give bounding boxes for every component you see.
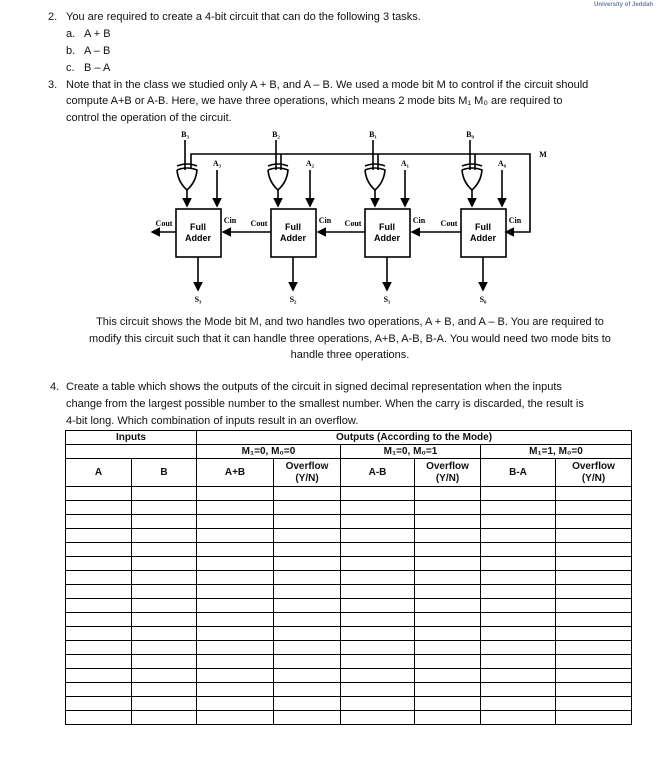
- table-cell[interactable]: [132, 543, 197, 557]
- table-cell[interactable]: [556, 683, 632, 697]
- table-cell[interactable]: [481, 571, 556, 585]
- table-cell[interactable]: [556, 613, 632, 627]
- q4-line: change from the largest possible number to the smallest number. When the carry is discarded, the result is: [66, 398, 584, 410]
- table-cell[interactable]: [274, 571, 341, 585]
- table-cell[interactable]: [556, 501, 632, 515]
- adder-subtractor-diagram: [0, 0, 659, 310]
- q2-text: You are required to create a 4-bit circuit that can do the following 3 tasks.: [66, 11, 421, 23]
- xor-gate-icon: [365, 164, 385, 166]
- table-cell[interactable]: [66, 683, 132, 697]
- table-cell[interactable]: [197, 529, 274, 543]
- table-cell[interactable]: [66, 669, 132, 683]
- table-cell[interactable]: [415, 683, 481, 697]
- table-cell[interactable]: [556, 571, 632, 585]
- table-cell[interactable]: [481, 599, 556, 613]
- cout-label: Cout: [344, 219, 362, 228]
- q4-line: Create a table which shows the outputs of the circuit in signed decimal representation when the inputs: [66, 381, 562, 393]
- table-cell[interactable]: [415, 543, 481, 557]
- col-a-plus-b: A+B: [197, 459, 274, 487]
- b-label: B₃: [181, 130, 189, 139]
- table-cell[interactable]: [274, 501, 341, 515]
- table-cell[interactable]: [415, 613, 481, 627]
- table-cell[interactable]: [415, 641, 481, 655]
- cout-label: Cout: [250, 219, 268, 228]
- table-cell[interactable]: [197, 501, 274, 515]
- q3-number: 3.: [48, 79, 58, 91]
- table-cell[interactable]: [341, 585, 415, 599]
- mode-header: M₁=0, M₀=0: [197, 445, 341, 459]
- table-cell[interactable]: [132, 613, 197, 627]
- a-label: A₀: [497, 159, 507, 168]
- table-cell[interactable]: [481, 683, 556, 697]
- table-cell[interactable]: [66, 613, 132, 627]
- col-b: B: [132, 459, 197, 487]
- xor-gate-icon: [462, 168, 482, 190]
- q4-line: 4-bit long. Which combination of inputs result in an overflow.: [66, 415, 359, 427]
- table-cell[interactable]: [341, 501, 415, 515]
- table-cell[interactable]: [481, 655, 556, 669]
- m-label: M: [539, 150, 547, 159]
- table-cell[interactable]: [556, 599, 632, 613]
- table-cell[interactable]: [341, 683, 415, 697]
- table-cell[interactable]: [66, 697, 132, 711]
- s-label: S₁: [383, 295, 391, 304]
- col-overflow: Overflow (Y/N): [556, 459, 632, 487]
- table-cell[interactable]: [274, 641, 341, 655]
- table-row: [66, 669, 632, 683]
- b-label: B₀: [466, 130, 474, 139]
- full-adder-label: Full: [475, 222, 491, 232]
- table-cell[interactable]: [341, 529, 415, 543]
- q2-item-label: b.: [66, 45, 76, 57]
- xor-gate-icon: [268, 168, 288, 190]
- table-cell[interactable]: [132, 529, 197, 543]
- table-cell[interactable]: [274, 683, 341, 697]
- table-cell[interactable]: [66, 543, 132, 557]
- table-cell[interactable]: [274, 543, 341, 557]
- table-cell[interactable]: [415, 515, 481, 529]
- xor-gate-icon: [177, 164, 197, 166]
- table-cell[interactable]: [556, 487, 632, 501]
- xor-gate-icon: [177, 168, 197, 190]
- table-row: [66, 683, 632, 697]
- table-cell[interactable]: [341, 641, 415, 655]
- table-row: [66, 599, 632, 613]
- cin-label: Cin: [508, 216, 522, 225]
- table-cell[interactable]: [415, 711, 481, 725]
- table-cell[interactable]: [341, 613, 415, 627]
- table-cell[interactable]: [274, 515, 341, 529]
- diagram-caption: [60, 314, 640, 364]
- s-label: S₀: [479, 295, 487, 304]
- table-cell[interactable]: [415, 501, 481, 515]
- full-adder-label: Full: [190, 222, 206, 232]
- table-cell[interactable]: [481, 543, 556, 557]
- table-row: [66, 641, 632, 655]
- table-row: [66, 585, 632, 599]
- table-cell[interactable]: [481, 711, 556, 725]
- table-cell[interactable]: [197, 557, 274, 571]
- table-cell[interactable]: [481, 585, 556, 599]
- table-cell[interactable]: [415, 487, 481, 501]
- a-label: A₃: [212, 159, 222, 168]
- table-cell[interactable]: [132, 487, 197, 501]
- table-cell[interactable]: [341, 697, 415, 711]
- table-cell[interactable]: [415, 627, 481, 641]
- table-cell[interactable]: [132, 515, 197, 529]
- q2-number: 2.: [48, 11, 58, 23]
- table-cell[interactable]: [274, 697, 341, 711]
- table-cell[interactable]: [274, 599, 341, 613]
- col-a-minus-b: A-B: [341, 459, 415, 487]
- table-cell[interactable]: [341, 571, 415, 585]
- table-cell[interactable]: [556, 641, 632, 655]
- cin-label: Cin: [412, 216, 426, 225]
- table-cell[interactable]: [556, 627, 632, 641]
- table-cell[interactable]: [66, 529, 132, 543]
- table-cell[interactable]: [197, 599, 274, 613]
- table-cell[interactable]: [481, 529, 556, 543]
- col-b-minus-a: B-A: [481, 459, 556, 487]
- table-cell[interactable]: [66, 501, 132, 515]
- table-cell[interactable]: [481, 501, 556, 515]
- table-cell[interactable]: [197, 487, 274, 501]
- cout-label: Cout: [155, 219, 173, 228]
- table-cell[interactable]: [274, 487, 341, 501]
- table-row: [66, 627, 632, 641]
- table-cell[interactable]: [481, 487, 556, 501]
- table-cell[interactable]: [556, 585, 632, 599]
- a-label: A₂: [305, 159, 315, 168]
- table-cell[interactable]: [415, 571, 481, 585]
- table-cell[interactable]: [274, 557, 341, 571]
- full-adder-label: Full: [379, 222, 395, 232]
- table-cell[interactable]: [415, 655, 481, 669]
- full-adder-label: Adder: [279, 233, 307, 243]
- table-cell[interactable]: [274, 711, 341, 725]
- table-cell[interactable]: [66, 487, 132, 501]
- table-row: [66, 501, 632, 515]
- overflow-table: [65, 430, 632, 725]
- col-overflow: Overflow (Y/N): [415, 459, 481, 487]
- university-logo: University of Jeddah: [593, 2, 653, 8]
- table-cell[interactable]: [556, 669, 632, 683]
- table-cell[interactable]: [132, 655, 197, 669]
- table-cell[interactable]: [481, 669, 556, 683]
- inputs-header: Inputs: [66, 431, 197, 445]
- table-cell[interactable]: [132, 585, 197, 599]
- xor-gate-icon: [268, 164, 288, 166]
- table-cell[interactable]: [197, 613, 274, 627]
- table-cell[interactable]: [132, 641, 197, 655]
- table-cell[interactable]: [274, 585, 341, 599]
- table-cell[interactable]: [66, 571, 132, 585]
- table-row: [66, 543, 632, 557]
- table-cell[interactable]: [481, 697, 556, 711]
- caption-line: handle three operations.: [290, 349, 410, 361]
- table-cell[interactable]: [556, 655, 632, 669]
- table-cell[interactable]: [274, 613, 341, 627]
- table-cell[interactable]: [66, 641, 132, 655]
- table-row: [66, 697, 632, 711]
- table-row: [66, 711, 632, 725]
- table-cell[interactable]: [274, 627, 341, 641]
- table-row: [66, 557, 632, 571]
- table-cell[interactable]: [197, 543, 274, 557]
- table-row: [66, 655, 632, 669]
- table-cell[interactable]: [481, 627, 556, 641]
- xor-gate-icon: [462, 164, 482, 166]
- table-cell[interactable]: [274, 669, 341, 683]
- table-cell[interactable]: [415, 529, 481, 543]
- table-cell[interactable]: [341, 655, 415, 669]
- table-cell[interactable]: [341, 515, 415, 529]
- table-cell[interactable]: [556, 697, 632, 711]
- caption-line: modify this circuit such that it can handle three operations, A+B, A-B, B-A. You would need two mode bits to: [89, 332, 611, 345]
- q2-item-label: c.: [66, 62, 75, 74]
- table-cell[interactable]: [197, 571, 274, 585]
- q2-item-text: A – B: [84, 45, 111, 57]
- table-cell[interactable]: [66, 557, 132, 571]
- q3-line: compute A+B or A-B. Here, we have three operations, which means 2 mode bits M₁ M₀ are required to: [66, 95, 563, 107]
- q3-line: control the operation of the circuit.: [66, 112, 232, 124]
- table-cell[interactable]: [556, 543, 632, 557]
- table-cell[interactable]: [415, 585, 481, 599]
- outputs-header: Outputs (According to the Mode): [197, 431, 632, 445]
- table-cell[interactable]: [481, 515, 556, 529]
- table-cell[interactable]: [132, 627, 197, 641]
- table-cell[interactable]: [132, 599, 197, 613]
- table-cell[interactable]: [197, 585, 274, 599]
- table-cell[interactable]: [556, 529, 632, 543]
- full-adder-label: Adder: [184, 233, 212, 243]
- table-cell[interactable]: [132, 683, 197, 697]
- table-cell[interactable]: [197, 683, 274, 697]
- table-cell[interactable]: [132, 697, 197, 711]
- q3-line: Note that in the class we studied only A + B, and A – B. We used a mode bit M to control if the circuit should: [66, 79, 589, 91]
- table-cell[interactable]: [197, 711, 274, 725]
- full-adder-label: Adder: [469, 233, 497, 243]
- table-cell[interactable]: [341, 711, 415, 725]
- table-cell[interactable]: [481, 557, 556, 571]
- cin-label: Cin: [318, 216, 332, 225]
- table-cell[interactable]: [66, 599, 132, 613]
- table-cell[interactable]: [556, 515, 632, 529]
- table-cell[interactable]: [556, 711, 632, 725]
- q2-item-text: A + B: [84, 28, 111, 40]
- mode-header: M₁=1, M₀=0: [481, 445, 632, 459]
- table-row: [66, 571, 632, 585]
- s-label: S₂: [289, 295, 297, 304]
- b-label: B₂: [272, 130, 280, 139]
- table-cell[interactable]: [341, 669, 415, 683]
- table-cell[interactable]: [132, 501, 197, 515]
- full-adder-label: Full: [285, 222, 301, 232]
- table-cell[interactable]: [197, 655, 274, 669]
- col-overflow: Overflow (Y/N): [274, 459, 341, 487]
- table-cell[interactable]: [274, 529, 341, 543]
- table-cell[interactable]: [197, 627, 274, 641]
- full-adder-label: Adder: [373, 233, 401, 243]
- q2-item-text: B – A: [84, 62, 111, 74]
- table-cell[interactable]: [132, 571, 197, 585]
- table-cell[interactable]: [132, 669, 197, 683]
- table-cell[interactable]: [481, 613, 556, 627]
- table-cell[interactable]: [341, 557, 415, 571]
- table-row: [66, 613, 632, 627]
- table-cell[interactable]: [197, 641, 274, 655]
- a-label: A₁: [400, 159, 410, 168]
- table-cell[interactable]: [341, 599, 415, 613]
- table-cell[interactable]: [415, 599, 481, 613]
- table-row: [66, 515, 632, 529]
- table-cell[interactable]: [341, 627, 415, 641]
- table-cell[interactable]: [66, 627, 132, 641]
- table-cell[interactable]: [197, 697, 274, 711]
- table-cell[interactable]: [66, 711, 132, 725]
- table-cell[interactable]: [66, 515, 132, 529]
- s-label: S₃: [194, 295, 202, 304]
- table-cell[interactable]: [132, 557, 197, 571]
- caption-line: This circuit shows the Mode bit M, and two handles two operations, A + B, and A – B. You are required to: [96, 316, 604, 328]
- table-cell[interactable]: [415, 697, 481, 711]
- table-cell[interactable]: [341, 487, 415, 501]
- table-cell[interactable]: [341, 543, 415, 557]
- table-cell[interactable]: [132, 711, 197, 725]
- q2-item-label: a.: [66, 28, 76, 40]
- cin-label: Cin: [223, 216, 237, 225]
- table-row: [66, 487, 632, 501]
- table-cell[interactable]: [556, 557, 632, 571]
- col-a: A: [66, 459, 132, 487]
- xor-gate-icon: [365, 168, 385, 190]
- table-cell[interactable]: [481, 641, 556, 655]
- table-cell[interactable]: [415, 669, 481, 683]
- mode-header: M₁=0, M₀=1: [341, 445, 481, 459]
- table-cell[interactable]: [66, 585, 132, 599]
- cout-label: Cout: [440, 219, 458, 228]
- table-cell[interactable]: [197, 515, 274, 529]
- table-cell[interactable]: [415, 557, 481, 571]
- q4-number: 4.: [50, 381, 60, 393]
- b-label: B₁: [369, 130, 377, 139]
- table-cell[interactable]: [197, 669, 274, 683]
- table-cell[interactable]: [66, 655, 132, 669]
- table-row: [66, 529, 632, 543]
- table-cell[interactable]: [274, 655, 341, 669]
